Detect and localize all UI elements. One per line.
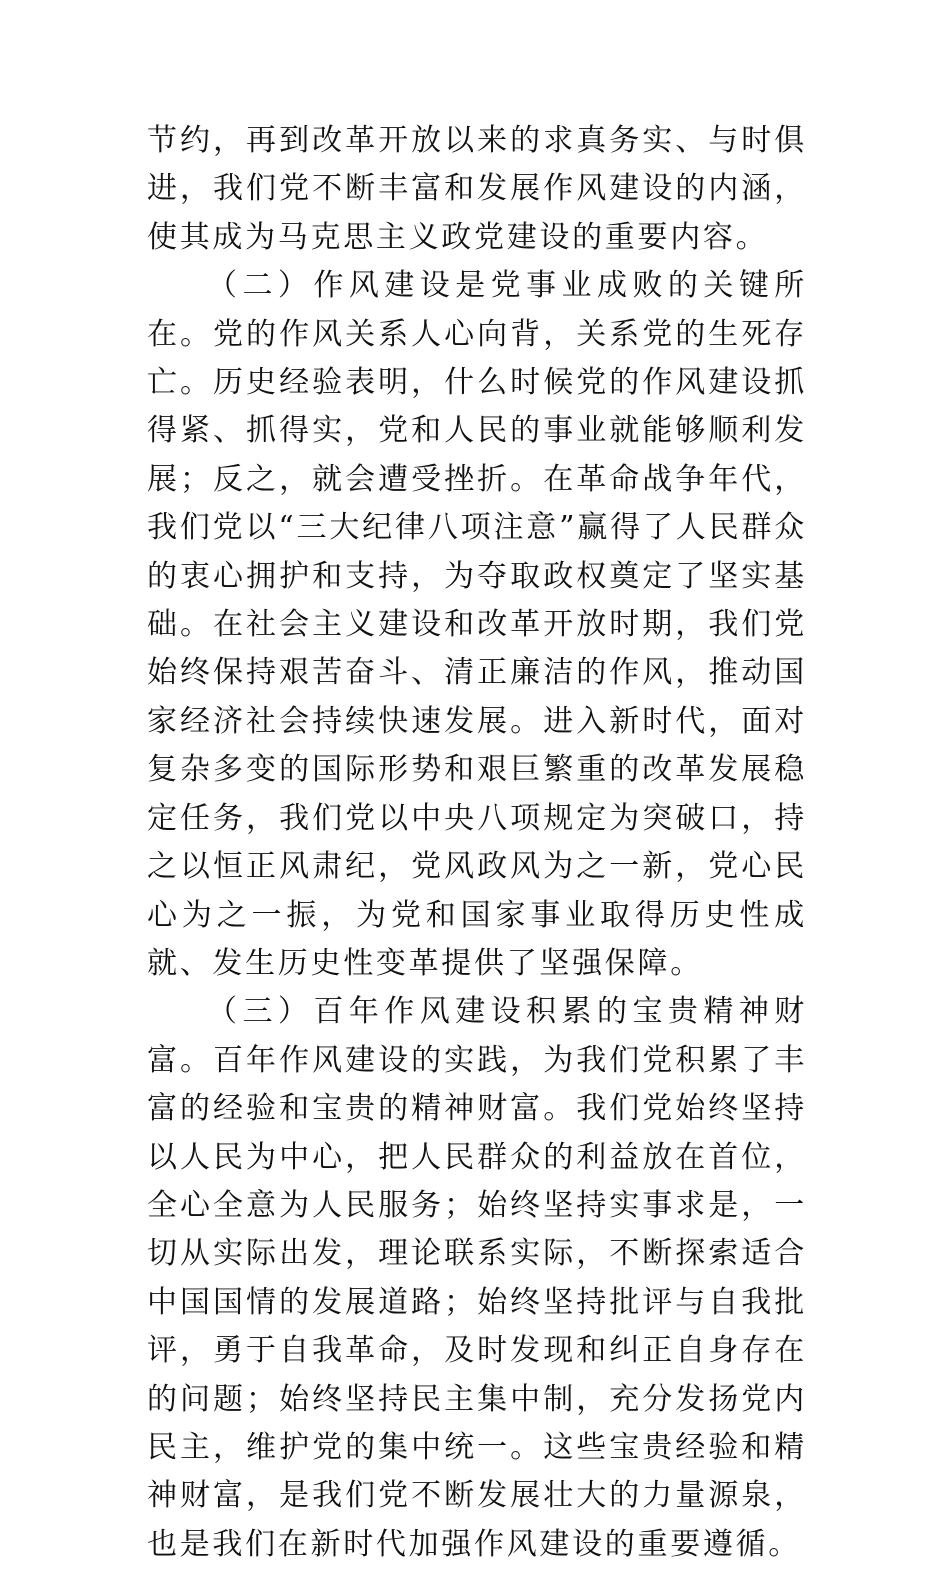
paragraph-continuation: 节约，再到改革开放以来的求真务实、与时俱进，我们党不断丰富和发展作风建设的内涵，使其成为马克思主义政党建设的重要内容。 bbox=[147, 123, 807, 255]
paragraph-section-three: （三）百年作风建设积累的宝贵精神财富。百年作风建设的实践，为我们党积累了丰富的经验和宝贵的精神财富。我们党始终坚持以人民为中心，把人民群众的利益放在首位，全心全意为人民服务；始终坚持实事求是，一切从实际出发，理论联系实际，不断探索适合中国国情的发展道路；始终坚持批评与自我批评，勇于自我革命，及时发现和纠正自身存在的问题；始终坚持民主集中制，充分发扬党内民主，维护党的集中统一。这些宝贵经验和精神财富，是我们党不断发展壮大的力量源泉，也是我们在新时代加强作风建设的重要遵循。 bbox=[147, 994, 807, 1562]
document-body bbox=[147, 117, 807, 1569]
paragraph-section-two: （二）作风建设是党事业成败的关键所在。党的作风关系人心向背，关系党的生死存亡。历史经验表明，什么时候党的作风建设抓得紧、抓得实，党和人民的事业就能够顺利发展；反之，就会遭受挫折。在革命战争年代，我们党以“三大纪律八项注意”赢得了人民群众的衷心拥护和支持，为夺取政权奠定了坚实基础。在社会主义建设和改革开放时期，我们党始终保持艰苦奋斗、清正廉洁的作风，推动国家经济社会持续快速发展。进入新时代，面对复杂多变的国际形势和艰巨繁重的改革发展稳定任务，我们党以中央八项规定为突破口，持之以恒正风肃纪，党风政风为之一新，党心民心为之一振，为党和国家事业取得历史性成就、发生历史性变革提供了坚强保障。 bbox=[147, 268, 807, 981]
